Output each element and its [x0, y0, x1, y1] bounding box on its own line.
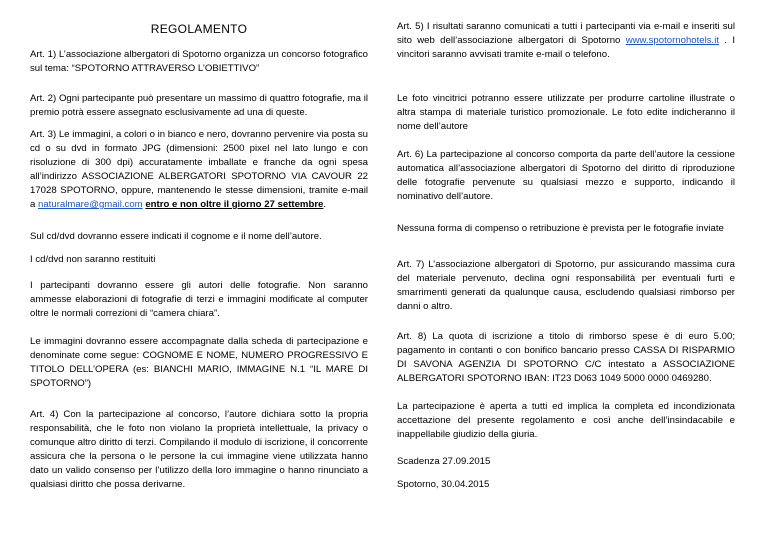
place-date-line: Spotorno, 30.04.2015 — [397, 479, 490, 490]
article-5-text: Art. 5) I risultati saranno comunicati a tutti i partecipanti via e-mail e inseriti sul sito web dell’associazione albergatori di Spotorno — [397, 21, 735, 46]
no-compensation-paragraph: Nessuna forma di compenso o retribuzione è prevista per le fotografie inviate — [397, 223, 724, 234]
page-title: REGOLAMENTO — [150, 22, 248, 36]
no-return-note: I cd/dvd non saranno restituiti — [30, 254, 156, 265]
article-8: Art. 8) La quota di iscrizione a titolo di rimborso spese è di euro 5.00; pagamento in contanti o con bonifico bancario presso CASSA DI RISPARMIO DI SAVONA AGENZIA DI SPOTORNO C/C intestato a ASSOCIAZIONE ALBERGATORI SPOTORNO IBAN: IT23 D063 1049 5000 0000 0469280. — [397, 331, 735, 384]
article-3-end: . — [323, 199, 327, 210]
website-link[interactable]: www.spotornohotels.it — [625, 35, 720, 46]
authors-paragraph: I partecipanti dovranno essere gli autori delle fotografie. Non saranno ammesse elaborazioni di fotografie di terzi e immagini modificate al computer oltre le normali correzioni di “camera chiara”. — [30, 280, 368, 319]
article-2: Art. 2) Ogni partecipante può presentare un massimo di quattro fotografie, ma il premio potrà essere assegnato esclusivamente ad una di queste. — [30, 93, 368, 118]
article-3 — [30, 128, 368, 212]
form-paragraph: Le immagini dovranno essere accompagnate dalla scheda di partecipazione e denominate come segue: COGNOME E NOME, NUMERO PROGRESSIVO E TITOLO DELL’OPERA (es: BIANCHI MARIO, IMMAGINE N.1 “IL MARE DI SPOTORNO”) — [30, 336, 368, 389]
article-5 — [397, 20, 735, 62]
article-1: Art. 1) L’associazione albergatori di Spotorno organizza un concorso fotografico sul tema: “SPOTORNO ATTRAVERSO L’OBIETTIVO” — [30, 49, 368, 74]
postcards-paragraph: Le foto vincitrici potranno essere utilizzate per produrre cartoline illustrate o altra stampa di materiale turistico promozionale. Le foto edite indicheranno il nome dell’autore — [397, 93, 735, 132]
article-7: Art. 7) L’associazione albergatori di Spotorno, pur assicurando massima cura del materiale pervenuto, declina ogni responsabilità per eventuali furti e smarrimenti generati da qualunque causa, escludendo qualsiasi rimborso per danni o altro. — [397, 259, 735, 312]
deadline-line: Scadenza 27.09.2015 — [397, 456, 491, 467]
article-5-end: . I vincitori saranno avvisati tramite e-mail o telefono. — [397, 35, 735, 60]
article-6: Art. 6) La partecipazione al concorso comporta da parte dell’autore la cessione automatica all’associazione albergatori di Spotorno del diritto di riproduzione delle fotografie pervenute su qualsiasi mezzo e supporto, indicando il nominativo dell’autore. — [397, 149, 735, 202]
article-3-text: Art. 3) Le immagini, a colori o in bianco e nero, dovranno pervenire via posta su cd o su dvd in formato JPG (dimensioni: 2500 pixel nel lato lungo e con risoluzione di 300 dpi) accuratamente imballate e franche da ogni spesa all’indirizzo ASSOCIAZIONE ALBERGATORI SPOTORNO VIA CAVOUR 22 17028 SPOTORNO, oppure, mantenendo le stesse dimensioni, tramite e-mail a — [30, 129, 368, 210]
article-4: Art. 4) Con la partecipazione al concorso, l’autore dichiara sotto la propria responsabilità, che le foto non violano la proprietà intellettuale, la privacy o comunque altro diritto di terzi. Compilando il modulo di iscrizione, il concorrente assicura che la persona o le persone la cui immagine viene utilizzata hanno dato un valido consenso per l’utilizzo della loro immagine o hanno rinunciato a qualsiasi diritto che possa derivarne. — [30, 409, 368, 490]
names-note: Sul cd/dvd dovranno essere indicati il cognome e il nome dell’autore. — [30, 231, 322, 242]
email-link[interactable]: naturalmare@gmail.com — [38, 199, 143, 210]
deadline-note: entro e non oltre il giorno 27 settembre — [145, 199, 324, 210]
acceptance-paragraph: La partecipazione è aperta a tutti ed implica la completa ed incondizionata accettazione del presente regolamento e così anche dell’insindacabile e inappellabile giudizio della giuria. — [397, 401, 735, 440]
